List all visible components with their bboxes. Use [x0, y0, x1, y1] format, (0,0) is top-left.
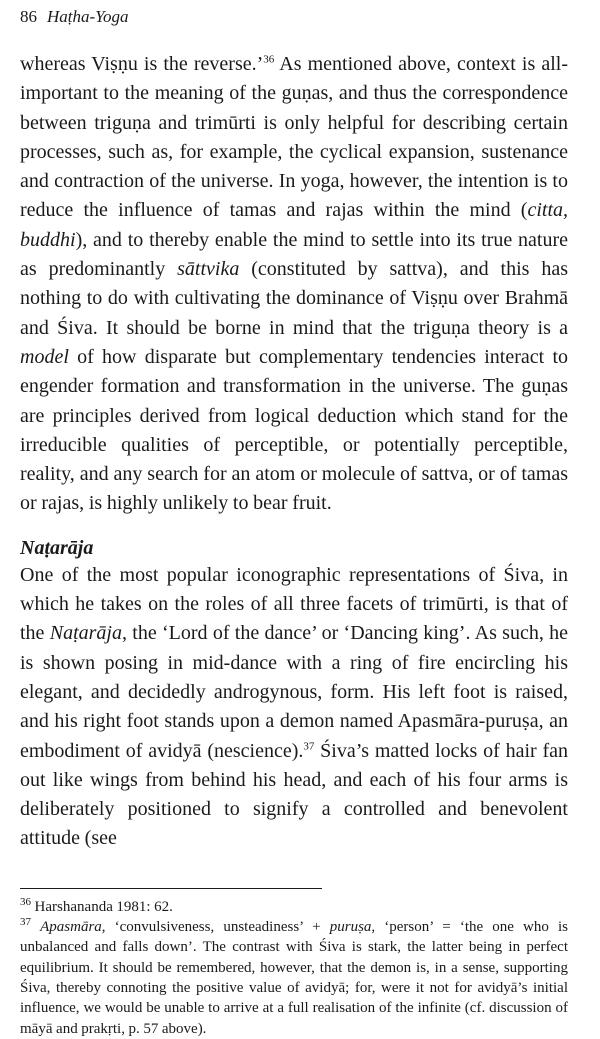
footnote-reference-37[interactable]: 37: [303, 739, 315, 752]
main-text: [20, 50, 568, 854]
footnote-reference-36[interactable]: 36: [263, 53, 275, 66]
footnote-36: [20, 897, 568, 917]
paragraph-text: As mentioned above, context is all-important to the meaning of the guṇas, and thus the correspondence between triguṇa and trimūrti is only helpful for describing certain processes, such as, for example, the cyclical expansion, sustenance and contraction of the universe. In yoga, however, the intention is to reduce the influence of tamas and rajas within the mind (: [20, 53, 568, 222]
footnote-37: [20, 917, 568, 1039]
emphasis-term: puruṣa: [329, 919, 372, 936]
emphasis-term: citta, buddhi: [20, 199, 568, 251]
section-heading: Naṭarāja: [20, 536, 94, 559]
paragraph-text: One of the most popular iconographic representations of Śiva, in which he takes on the roles of all three facets of trimūrti, is that of the: [20, 563, 568, 645]
paragraph-text: whereas Viṣṇu is the reverse.’: [20, 53, 264, 75]
running-header: [20, 0, 568, 28]
running-title: Haṭha-Yoga: [47, 7, 129, 26]
paragraph-nataraja: [20, 561, 568, 854]
footnote-marker: 36: [20, 895, 31, 908]
paragraph-text: Śiva’s matted locks of hair fan out like wings from behind his head, and each of his four arms is deliberately positioned to signify a controlled and benevolent attitude (see: [20, 739, 568, 850]
footnote-divider: [20, 888, 322, 889]
footnote-text: , ‘person’ = ‘the one who is unbalanced and falls down’. The contrast with Śiva is stark, the latter being in perfect equilibrium. It should be remembered, however, that the demon is, in a sense, supporting Śiva, thereby connoting the positive value of avidyā; for, were it not for avidyā’s initial influence, we would be unable to arrive at a full realisation of the infinite (cf. discussion of māyā and prakṛti, p. 57 above).: [20, 919, 568, 1037]
page-number: 86: [20, 7, 37, 26]
paragraph-text: (constituted by sattva), and this has nothing to do with cultivating the dominance of Viṣṇu over Brahmā and Śiva. It should be borne in mind that the triguṇa theory is a: [20, 258, 569, 339]
paragraph-text: ), and to thereby enable the mind to settle into its true nature as predominantly: [20, 228, 568, 281]
paragraph-triguna: [20, 50, 568, 519]
footnote-text: , ‘convulsiveness, unsteadiness’ +: [101, 919, 330, 936]
footnote-text: Harshananda 1981: 62.: [31, 898, 173, 915]
emphasis-term: Naṭarāja: [49, 622, 122, 645]
emphasis-term: Apasmāra: [40, 919, 102, 936]
paragraph-text: of how disparate but complementary tendencies interact to engender formation and transformation in the universe. The guṇas are principles derived from logical deduction which stand for the irreducible qualities of perceptible, or potentially perceptible, reality, and any search for an atom or molecule of sattva, or of tamas or rajas, is highly unlikely to bear fruit.: [20, 345, 568, 515]
footnotes: [20, 897, 568, 1039]
footnote-marker: 37: [20, 916, 31, 929]
emphasis-term: sāttvika: [177, 258, 240, 281]
paragraph-text: , the ‘Lord of the dance’ or ‘Dancing king’. As such, he is shown posing in mid-dance with a ring of fire encircling his elegant, and decidedly androgynous, form. His left foot is raised, and his right foot stands upon a demon named Apasmāra-puruṣa, an embodiment of avidyā (nescience).: [20, 622, 568, 762]
emphasis-term: model: [20, 345, 69, 368]
